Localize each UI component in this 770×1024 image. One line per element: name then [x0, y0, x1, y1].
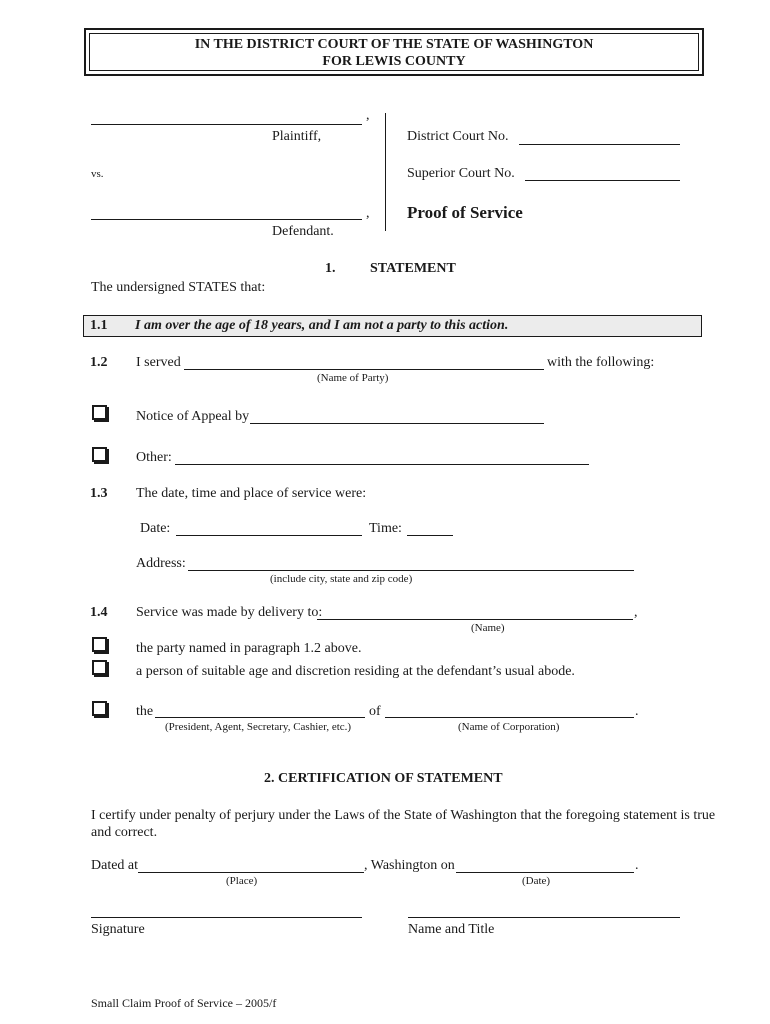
superior-court-no-label: Superior Court No. [407, 166, 515, 181]
of-label: of [369, 704, 381, 719]
name-of-party-hint: (Name of Party) [317, 372, 389, 384]
served-party-field[interactable] [184, 369, 544, 370]
dated-period: . [635, 858, 639, 873]
name-title-field[interactable] [408, 917, 680, 918]
time-label: Time: [369, 521, 402, 536]
service-address-field[interactable] [188, 570, 634, 571]
defendant-name-field[interactable] [91, 219, 362, 220]
name-title-label: Name and Title [408, 922, 495, 937]
notice-of-appeal-field[interactable] [250, 423, 544, 424]
officer-title-field[interactable] [155, 717, 365, 718]
other-checkbox[interactable] [92, 447, 107, 462]
item1-4-text: Service was made by delivery to: [136, 605, 323, 620]
plaintiff-comma: , [366, 108, 370, 123]
corporation-hint: (Name of Corporation) [458, 721, 560, 733]
address-label: Address: [136, 556, 186, 571]
place-hint: (Place) [226, 875, 258, 887]
section1-title: STATEMENT [370, 261, 456, 276]
item1-2-suffix: with the following: [547, 355, 655, 370]
section2-title: 2. CERTIFICATION OF STATEMENT [264, 771, 503, 786]
item1-3-text: The date, time and place of service were: [136, 486, 367, 501]
defendant-comma: , [366, 206, 370, 221]
delivered-to-comma: , [634, 605, 638, 620]
other-field[interactable] [175, 464, 589, 465]
item1-2-number: 1.2 [90, 355, 108, 370]
address-hint: (include city, state and zip code) [270, 573, 413, 585]
corporation-period: . [635, 704, 639, 719]
other-label: Other: [136, 450, 172, 465]
superior-court-no-field[interactable] [525, 180, 680, 181]
footer-text: Small Claim Proof of Service – 2005/f [91, 996, 277, 1010]
section1-number: 1. [325, 261, 336, 276]
signature-label: Signature [91, 922, 145, 937]
dated-place-field[interactable] [138, 872, 364, 873]
item1-2-prefix: I served [136, 355, 181, 370]
the-label: the [136, 704, 154, 719]
party-named-checkbox[interactable] [92, 637, 107, 652]
party-named-label: the party named in paragraph 1.2 above. [136, 641, 362, 656]
signature-field[interactable] [91, 917, 362, 918]
court-header-line2: FOR LEWIS COUNTY [322, 54, 466, 69]
date-label: Date: [140, 521, 171, 536]
certify-line1: I certify under penalty of perjury under the Laws of the State of Washington that the foregoing statement is true [91, 808, 716, 823]
vs-label: vs. [91, 168, 104, 180]
court-header-line1: IN THE DISTRICT COURT OF THE STATE OF WASHINGTON [194, 37, 594, 52]
washington-on-label: , Washington on [364, 858, 455, 873]
service-date-field[interactable] [176, 535, 362, 536]
notice-of-appeal-checkbox[interactable] [92, 405, 107, 420]
dated-date-field[interactable] [456, 872, 634, 873]
item1-4-number: 1.4 [90, 605, 108, 620]
corporation-name-field[interactable] [385, 717, 634, 718]
notice-of-appeal-label: Notice of Appeal by [136, 409, 250, 424]
defendant-label: Defendant. [272, 224, 334, 239]
service-time-field[interactable] [407, 535, 453, 536]
plaintiff-label: Plaintiff, [272, 129, 322, 144]
item1-3-number: 1.3 [90, 486, 108, 501]
district-court-no-field[interactable] [519, 144, 680, 145]
suitable-person-checkbox[interactable] [92, 660, 107, 675]
delivered-to-field[interactable] [317, 619, 633, 620]
suitable-person-label: a person of suitable age and discretion residing at the defendant’s usual abode. [136, 664, 575, 679]
plaintiff-name-field[interactable] [91, 124, 362, 125]
court-header-box [84, 28, 704, 76]
section1-intro: The undersigned STATES that: [91, 280, 266, 295]
officer-title-hint: (President, Agent, Secretary, Cashier, etc.) [165, 721, 352, 733]
district-court-no-label: District Court No. [407, 129, 509, 144]
name-hint: (Name) [471, 622, 505, 634]
certify-line2: and correct. [91, 825, 158, 840]
date-hint: (Date) [522, 875, 551, 887]
caption-divider [385, 113, 386, 231]
document-title: Proof of Service [407, 203, 523, 222]
dated-at-label: Dated at [91, 858, 139, 873]
corporate-officer-checkbox[interactable] [92, 701, 107, 716]
item1-1-text: I am over the age of 18 years, and I am not a party to this action. [135, 318, 509, 333]
item1-1-number: 1.1 [90, 318, 108, 333]
court-header [89, 33, 699, 71]
